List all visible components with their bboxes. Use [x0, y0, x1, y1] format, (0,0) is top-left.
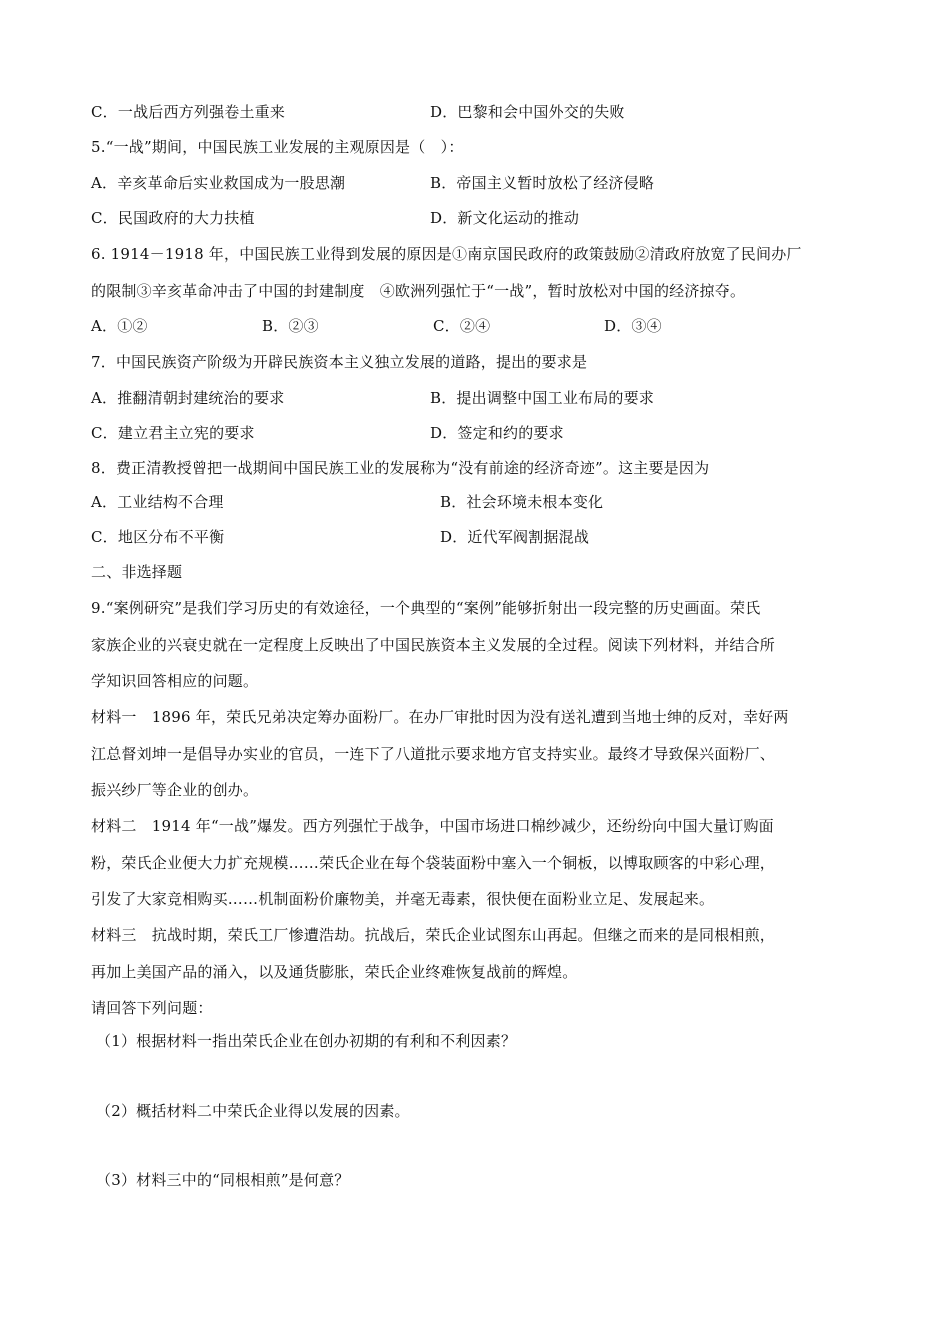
q8-option-a: A．工业结构不合理: [91, 493, 224, 511]
q9-intro-line-3: 学知识回答相应的问题。: [91, 672, 259, 690]
q7-option-b: B．提出调整中国工业布局的要求: [430, 389, 655, 407]
q8-option-b: B．社会环境未根本变化: [440, 493, 604, 511]
q7-option-a: A．推翻清朝封建统治的要求: [91, 389, 285, 407]
q5-option-d: D．新文化运动的推动: [430, 209, 580, 227]
q6-option-c: C．②④: [433, 317, 491, 335]
q5-option-b: B．帝国主义暂时放松了经济侵略: [430, 174, 655, 192]
question-prompt: 请回答下列问题：: [91, 999, 213, 1017]
q9-intro-line-1: 9.“案例研究”是我们学习历史的有效途径，一个典型的“案例”能够折射出一段完整的历史画面。荣氏: [91, 599, 761, 617]
q7-stem: 7．中国民族资产阶级为开辟民族资本主义独立发展的道路，提出的要求是: [91, 353, 588, 371]
q4-option-c: C．一战后西方列强卷土重来: [91, 103, 286, 121]
material-2-line-3: 引发了大家竞相购买……机制面粉价廉物美，并毫无毒素，很快便在面粉业立足、发展起来。: [91, 890, 715, 908]
material-2-line-2: 粉，荣氏企业便大力扩充规模……荣氏企业在每个袋装面粉中塞入一个铜板，以博取顾客的中彩心理，: [91, 854, 776, 872]
material-3-line-1: 材料三 抗战时期，荣氏工厂惨遭浩劫。抗战后，荣氏企业试图东山再起。但继之而来的是同根相煎，: [91, 926, 776, 944]
sub-question-1: （1）根据材料一指出荣氏企业在创办初期的有利和不利因素？: [96, 1032, 517, 1050]
material-1-line-3: 振兴纱厂等企业的创办。: [91, 781, 259, 799]
q5-stem: 5.“一战”期间，中国民族工业发展的主观原因是（ ）：: [91, 138, 464, 156]
q6-option-d: D．③④: [604, 317, 662, 335]
q6-stem-line-1: 6. 1914－1918 年，中国民族工业得到发展的原因是①南京国民政府的政策鼓励②清政府放宽了民间办厂: [91, 245, 802, 263]
q7-option-d: D．签定和约的要求: [430, 424, 564, 442]
q7-option-c: C．建立君主立宪的要求: [91, 424, 255, 442]
q6-option-a: A．①②: [91, 317, 148, 335]
material-1-line-2: 江总督刘坤一是倡导办实业的官员，一连下了八道批示要求地方官支持实业。最终才导致保兴面粉厂、: [91, 745, 776, 763]
q8-option-c: C．地区分布不平衡: [91, 528, 225, 546]
q5-option-c: C．民国政府的大力扶植: [91, 209, 255, 227]
material-2-line-1: 材料二 1914 年“一战”爆发。西方列强忙于战争，中国市场进口棉纱减少，还纷纷向中国大量订购面: [91, 817, 774, 835]
material-1-line-1: 材料一 1896 年，荣氏兄弟决定筹办面粉厂。在办厂审批时因为没有送礼遭到当地士绅的反对，幸好两: [91, 708, 789, 726]
q8-stem: 8．费正清教授曾把一战期间中国民族工业的发展称为“没有前途的经济奇迹”。这主要是因为: [91, 459, 710, 477]
q5-option-a: A．辛亥革命后实业救国成为一股思潮: [91, 174, 346, 192]
sub-question-3: （3）材料三中的“同根相煎”是何意？: [96, 1171, 350, 1189]
q8-option-d: D．近代军阀割据混战: [440, 528, 590, 546]
q4-option-d: D．巴黎和会中国外交的失败: [430, 103, 625, 121]
sub-question-2: （2）概括材料二中荣氏企业得以发展的因素。: [96, 1102, 410, 1120]
q6-stem-line-2: 的限制③辛亥革命冲击了中国的封建制度 ④欧洲列强忙于“一战”，暂时放松对中国的经济掠夺。: [91, 282, 746, 300]
section-heading: 二、非选择题: [91, 563, 183, 581]
material-3-line-2: 再加上美国产品的涌入，以及通货膨胀，荣氏企业终难恢复战前的辉煌。: [91, 963, 578, 981]
q9-intro-line-2: 家族企业的兴衰史就在一定程度上反映出了中国民族资本主义发展的全过程。阅读下列材料，并结合所: [91, 636, 776, 654]
q6-option-b: B．②③: [262, 317, 319, 335]
